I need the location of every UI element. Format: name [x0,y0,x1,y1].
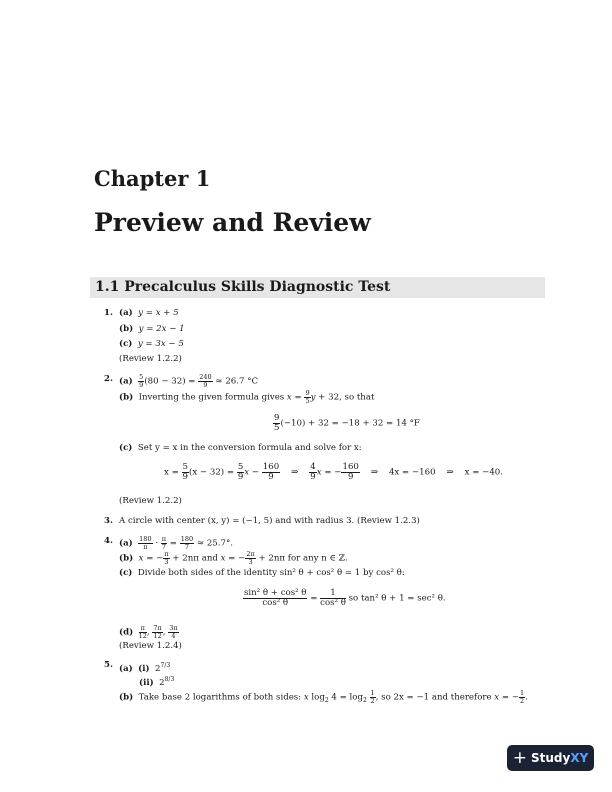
problem-number: 3. [104,516,113,526]
problem-number: 5. [104,660,113,670]
part-c: (c) y = 3x − 5 [119,339,184,349]
plus-icon: + [512,747,527,768]
part-b: (b) y = 2x − 1 [119,324,185,334]
review-reference: (Review 1.2.4) [119,641,182,651]
review-reference: (Review 1.2.2) [119,496,182,506]
part-a: (a) (i) $2^{7/3}$ [119,662,171,674]
display-equation: x = $\frac{5}{9}$ (x − 32) = $\frac{5}{9}$ x − $\frac{160}{9}$ ⇒ $\frac{4}{9}$ x = − $\frac{160}{9}$ ⇒ 4x = −160 ⇒ x = −40. [164,462,503,482]
part-c: (c) Set y = x in the conversion formula and solve for x: [119,443,362,453]
fraction-5-9: $\frac{5}{9}$ [139,373,144,389]
chapter-title: Preview and Review [94,208,371,237]
equation: y = x + 5 [138,308,179,318]
problem-number: 1. [104,308,113,318]
fraction-240-9: $\frac{240}{9}$ [199,373,212,389]
part-a: (a) $\frac{180}{\pi}$ · $\frac{\pi}{7}$ = $\frac{180}{7}$ ≈ 25.7°. [119,535,234,551]
review-reference: (Review 1.2.2) [119,354,182,364]
display-equation: $\frac{\text{sin² θ + cos² θ}}{\text{cos² θ}}$ = $\frac{1}{\text{cos² θ}}$ so tan² θ + 1 = sec² θ. [244,588,446,608]
part-c: (c) Divide both sides of the identity sin² θ + cos² θ = 1 by cos² θ: [119,568,405,578]
part-b: (b) Inverting the given formula gives x = $\frac{9}{5}$ y + 32, so that [119,389,375,405]
logo-brand: Study [530,751,571,765]
problem-number: 2. [104,374,113,384]
part-a: (a) y = x + 5 [119,308,179,318]
studyxy-logo [507,745,594,771]
display-equation: $\frac{9}{5}$ (−10) + 32 = −18 + 32 = 14 °F [274,413,420,433]
section-heading: 1.1 Precalculus Skills Diagnostic Test [90,277,545,298]
problem-text: A circle with center (x, y) = (−1, 5) and with radius 3. (Review 1.2.3) [119,516,420,526]
equation: y = 2x − 1 [138,324,185,334]
equation: y = 3x − 5 [137,339,184,349]
problem-number: 4. [104,536,113,546]
part-a: (a) $\frac{5}{9}$ (80 − 32) = $\frac{240}{9}$ ≈ 26.7 °C [119,373,259,389]
part-b: (b) Take base 2 logarithms of both sides: x $\log_2 4 = \log_2$ $\frac{1}{2}$ , so 2x = −1 and therefore x = − $\frac{1}{2}$ . [119,689,528,705]
part-b: (b) x = − $\frac{\pi}{3}$ + 2nπ and x = − $\frac{2\pi}{3}$ + 2nπ for any n ∈ ℤ. [119,550,348,566]
chapter-heading: Chapter 1 [94,166,211,191]
part-d: (d) $\frac{\pi}{12}$ , $\frac{7\pi}{12}$ , $\frac{3\pi}{4}$ [119,624,178,640]
part-a-ii: (ii) $2^{8/3}$ [139,676,175,688]
logo-brand-accent: XY [570,751,589,765]
